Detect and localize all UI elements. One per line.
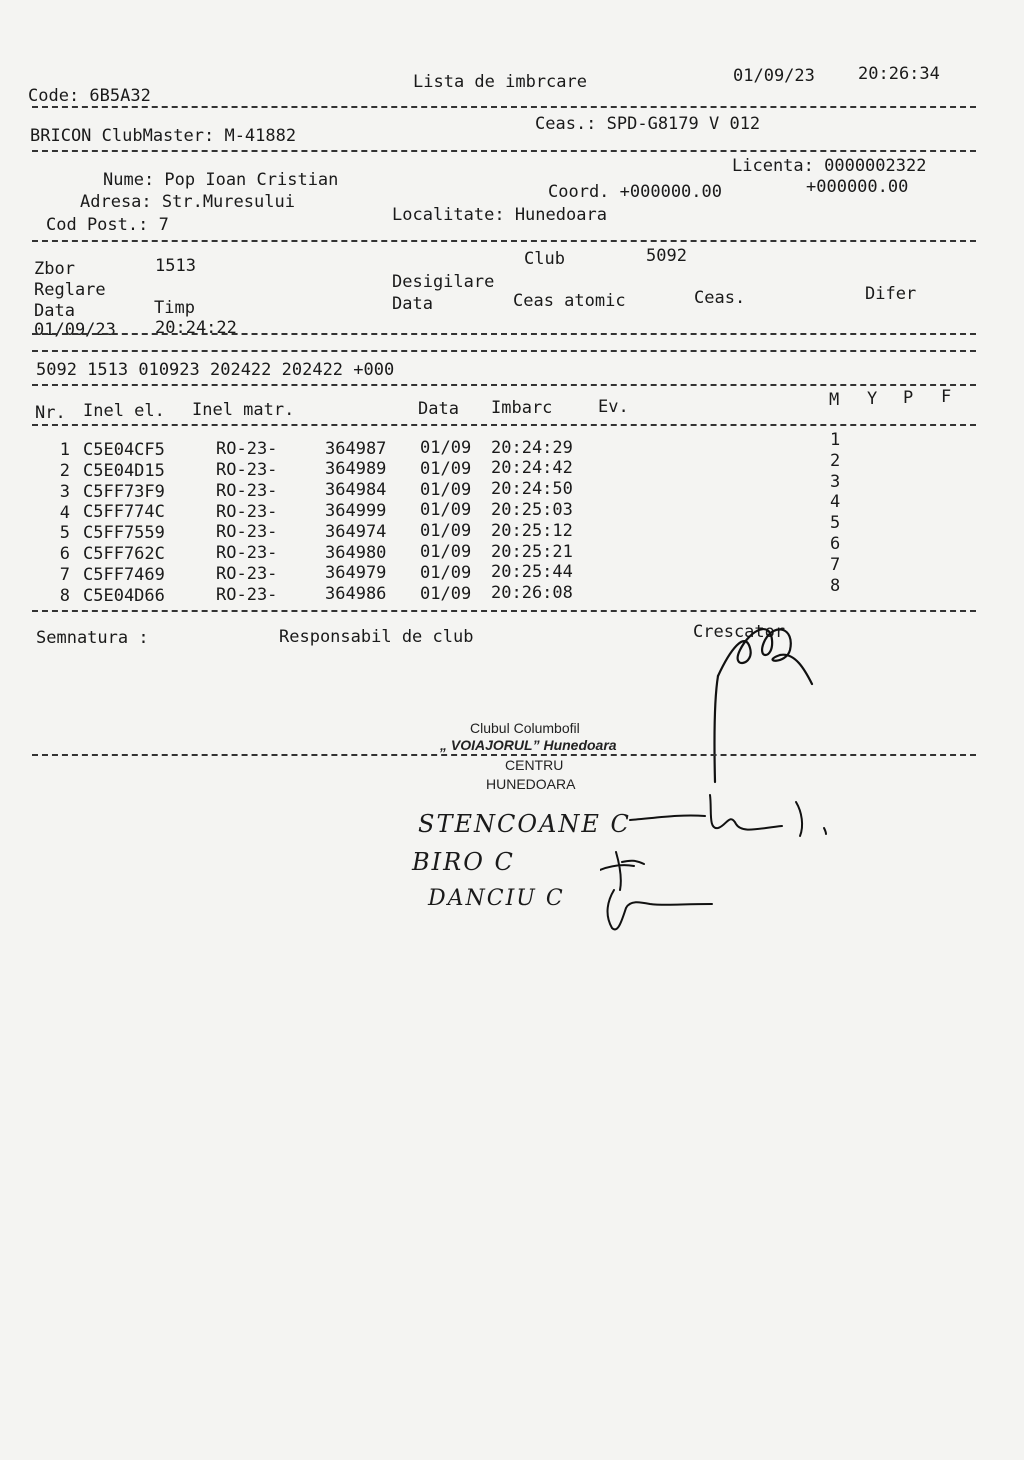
flight-label: Zbor	[34, 259, 75, 279]
handwritten-name-3: DANCIU C	[428, 886, 565, 911]
divider	[32, 350, 976, 352]
col-nr: Nr.	[35, 403, 66, 423]
atomic-clock-label: Ceas atomic	[513, 291, 626, 311]
cell-nr: 3	[59, 481, 70, 502]
owner-address: Adresa: Str.Muresului	[80, 192, 295, 212]
cell-ring-prefix: RO-23-	[216, 564, 278, 584]
handwritten-name-2: BIRO C	[412, 848, 515, 876]
col-f: F	[941, 387, 952, 407]
clock-label: Ceas.	[694, 288, 746, 308]
coordinates: Coord. +000000.00	[548, 182, 722, 202]
cell-inel-el: C5FF7469	[83, 564, 165, 585]
cell-ring-number: 364980	[325, 542, 387, 563]
cell-date: 01/09	[420, 562, 472, 583]
col-inel-matr: Inel matr.	[192, 400, 295, 420]
cell-ring-prefix: RO-23-	[216, 501, 278, 522]
divider	[32, 240, 976, 242]
club-number: 5092	[646, 246, 687, 266]
difference-label: Difer	[865, 284, 917, 304]
stamp-line-club: Clubul Columbofil	[470, 720, 580, 736]
cell-date: 01/09	[420, 521, 472, 542]
cell-m: 3	[830, 471, 841, 492]
cell-ring-number: 364999	[325, 500, 387, 521]
cell-time: 20:24:50	[491, 479, 573, 500]
divider	[32, 424, 976, 426]
col-ev: Ev.	[598, 397, 629, 417]
cell-ring-number: 364979	[325, 563, 387, 584]
breeder-label: Crescator	[693, 622, 786, 642]
col-data: Data	[418, 399, 459, 419]
coordinates-second: +000000.00	[806, 177, 909, 197]
cell-nr: 2	[59, 460, 70, 481]
cell-m: 1	[830, 430, 841, 450]
cell-m: 7	[830, 554, 841, 575]
reglare-time-label: Timp	[154, 298, 195, 318]
cell-nr: 6	[59, 544, 70, 565]
desigilare-label: Desigilare	[392, 272, 495, 292]
reglare-time: 20:24:22	[155, 318, 237, 338]
divider	[32, 610, 976, 612]
clock-id: Ceas.: SPD-G8179 V 012	[535, 114, 761, 134]
code-label: Code: 6B5A32	[28, 86, 151, 106]
col-y: Y	[867, 389, 878, 409]
cell-nr: 4	[59, 502, 70, 523]
divider	[32, 333, 976, 335]
cell-ring-number: 364984	[325, 480, 387, 501]
cell-inel-el: C5E04D15	[83, 460, 165, 481]
cell-ring-prefix: RO-23-	[216, 480, 278, 501]
cell-ring-number: 364974	[325, 521, 387, 542]
signature-label: Semnatura :	[36, 628, 149, 648]
desigilare-data-label: Data	[392, 294, 433, 314]
stamp-line-centru: CENTRU	[505, 757, 564, 773]
cell-date: 01/09	[420, 458, 472, 479]
cell-inel-el: C5FF7559	[83, 523, 165, 544]
cell-nr: 5	[59, 523, 70, 544]
cell-nr: 8	[59, 585, 70, 606]
cell-time: 20:26:08	[491, 583, 573, 604]
cell-ring-prefix: RO-23-	[216, 522, 278, 543]
divider	[32, 106, 976, 108]
handwritten-name-1: STENCOANE C	[418, 810, 631, 838]
cell-time: 20:25:12	[491, 520, 573, 541]
cell-m: 4	[830, 492, 841, 513]
cell-date: 01/09	[420, 438, 472, 458]
reglare-date: 01/09/23	[34, 320, 116, 340]
postal-code: Cod Post.: 7	[46, 215, 169, 235]
cell-time: 20:25:44	[491, 562, 573, 583]
cell-m: 6	[830, 534, 841, 554]
cell-ring-number: 364987	[325, 438, 387, 459]
cell-ring-prefix: RO-23-	[216, 460, 278, 480]
cell-ring-prefix: RO-23-	[216, 543, 278, 564]
cell-nr: 1	[59, 440, 70, 461]
breeder-signature	[700, 610, 820, 790]
cell-time: 20:25:03	[491, 500, 573, 520]
summary-line: 5092 1513 010923 202422 202422 +000	[36, 360, 395, 380]
stamp-line-city: HUNEDOARA	[486, 776, 576, 792]
cell-ring-prefix: RO-23-	[216, 584, 278, 605]
cell-m: 8	[830, 575, 841, 596]
witness-signatures	[600, 790, 840, 940]
col-inel-el: Inel el.	[83, 401, 165, 421]
divider	[32, 150, 976, 152]
owner-locality: Localitate: Hunedoara	[392, 205, 607, 225]
clubmaster-id: BRICON ClubMaster: M-41882	[30, 126, 297, 146]
cell-inel-el: C5FF762C	[83, 544, 165, 564]
cell-date: 01/09	[420, 479, 472, 500]
licence-number: Licenta: 0000002322	[732, 156, 927, 176]
cell-time: 20:24:42	[491, 458, 573, 479]
col-p: P	[903, 388, 914, 408]
cell-date: 01/09	[420, 500, 472, 521]
cell-m: 2	[830, 450, 841, 471]
cell-time: 20:25:21	[491, 541, 573, 562]
cell-inel-el: C5FF774C	[83, 502, 165, 523]
cell-inel-el: C5FF73F9	[83, 481, 165, 502]
reglare-data-label: Data	[34, 301, 75, 321]
cell-date: 01/09	[420, 542, 472, 562]
stamp-line-name: „ VOIAJORUL” Hunedoara	[440, 737, 617, 753]
cell-date: 01/09	[420, 583, 472, 604]
flight-number: 1513	[155, 256, 196, 276]
cell-ring-prefix: RO-23-	[216, 439, 278, 460]
cell-inel-el: C5E04CF5	[83, 440, 165, 460]
header-time: 20:26:34	[858, 64, 940, 84]
cell-ring-number: 364989	[325, 459, 387, 480]
header-date: 01/09/23	[733, 66, 815, 86]
cell-inel-el: C5E04D66	[83, 585, 165, 606]
reglare-label: Reglare	[34, 280, 106, 300]
club-label: Club	[524, 249, 565, 269]
cell-time: 20:24:29	[491, 437, 573, 458]
document-title: Lista de imbrcare	[413, 72, 587, 92]
divider	[32, 754, 976, 756]
cell-ring-number: 364986	[325, 584, 387, 605]
col-m: M	[829, 390, 840, 410]
owner-name: Nume: Pop Ioan Cristian	[103, 170, 339, 190]
divider	[32, 384, 976, 386]
col-imbarc: Imbarc	[491, 398, 553, 418]
cell-m: 5	[830, 513, 841, 534]
club-responsible-label: Responsabil de club	[279, 627, 474, 647]
cell-nr: 7	[59, 564, 70, 585]
